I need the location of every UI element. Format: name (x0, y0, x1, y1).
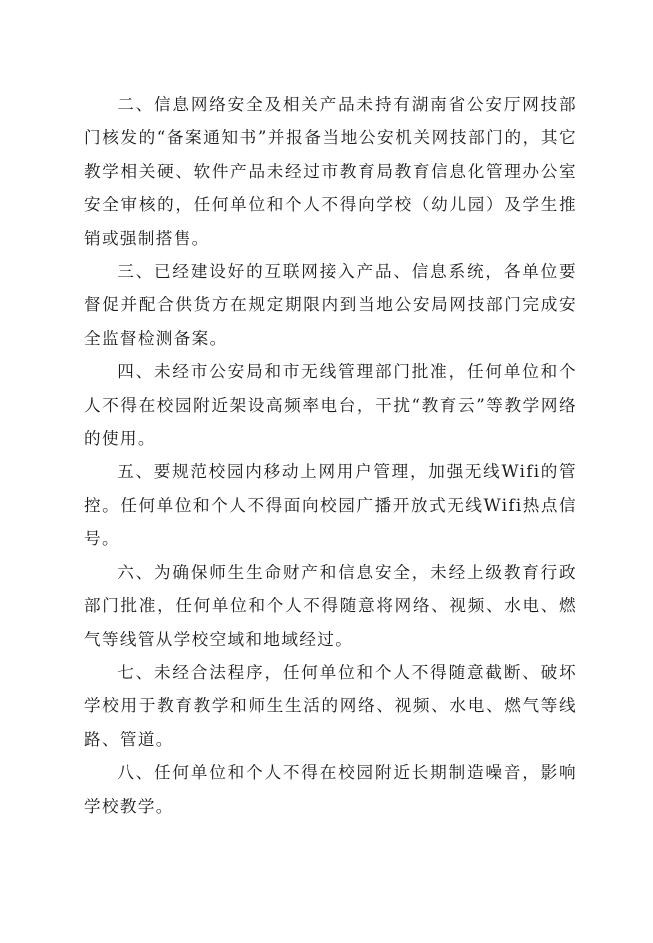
paragraph-6: 六、为确保师生生命财产和信息安全，未经上级教育行政部门批准，任何单位和个人不得随意将网络、视频、水电、燃气等线管从学校空域和地域经过。 (84, 562, 577, 649)
paragraph-7: 七、未经合法程序，任何单位和个人不得随意截断、破坏学校用于教育教学和师生生活的网络、视频、水电、燃气等线路、管道。 (84, 662, 577, 749)
paragraph-8: 八、任何单位和个人不得在校园附近长期制造噪音，影响学校教学。 (84, 763, 577, 816)
paragraph-5: 五、要规范校园内移动上网用户管理，加强无线Wifi的管控。任何单位和个人不得面向校园广播开放式无线Wifi热点信号。 (84, 462, 577, 549)
paragraph-3: 三、已经建设好的互联网接入产品、信息系统，各单位要督促并配合供货方在规定期限内到当地公安局网技部门完成安全监督检测备案。 (84, 262, 577, 348)
paragraph-2: 二、信息网络安全及相关产品未持有湖南省公安厅网技部门核发的“备案通知书”并报备当地公安机关网技部门的，其它教学相关硬、软件产品未经过市教育局教育信息化管理办公室安全审核的，任何单位和个人不得向学校（幼儿园）及学生推销或强制搭售。 (84, 95, 577, 248)
paragraph-4: 四、未经市公安局和市无线管理部门批准，任何单位和个人不得在校园附近架设高频率电台，干扰“教育云”等教学网络的使用。 (84, 362, 577, 449)
